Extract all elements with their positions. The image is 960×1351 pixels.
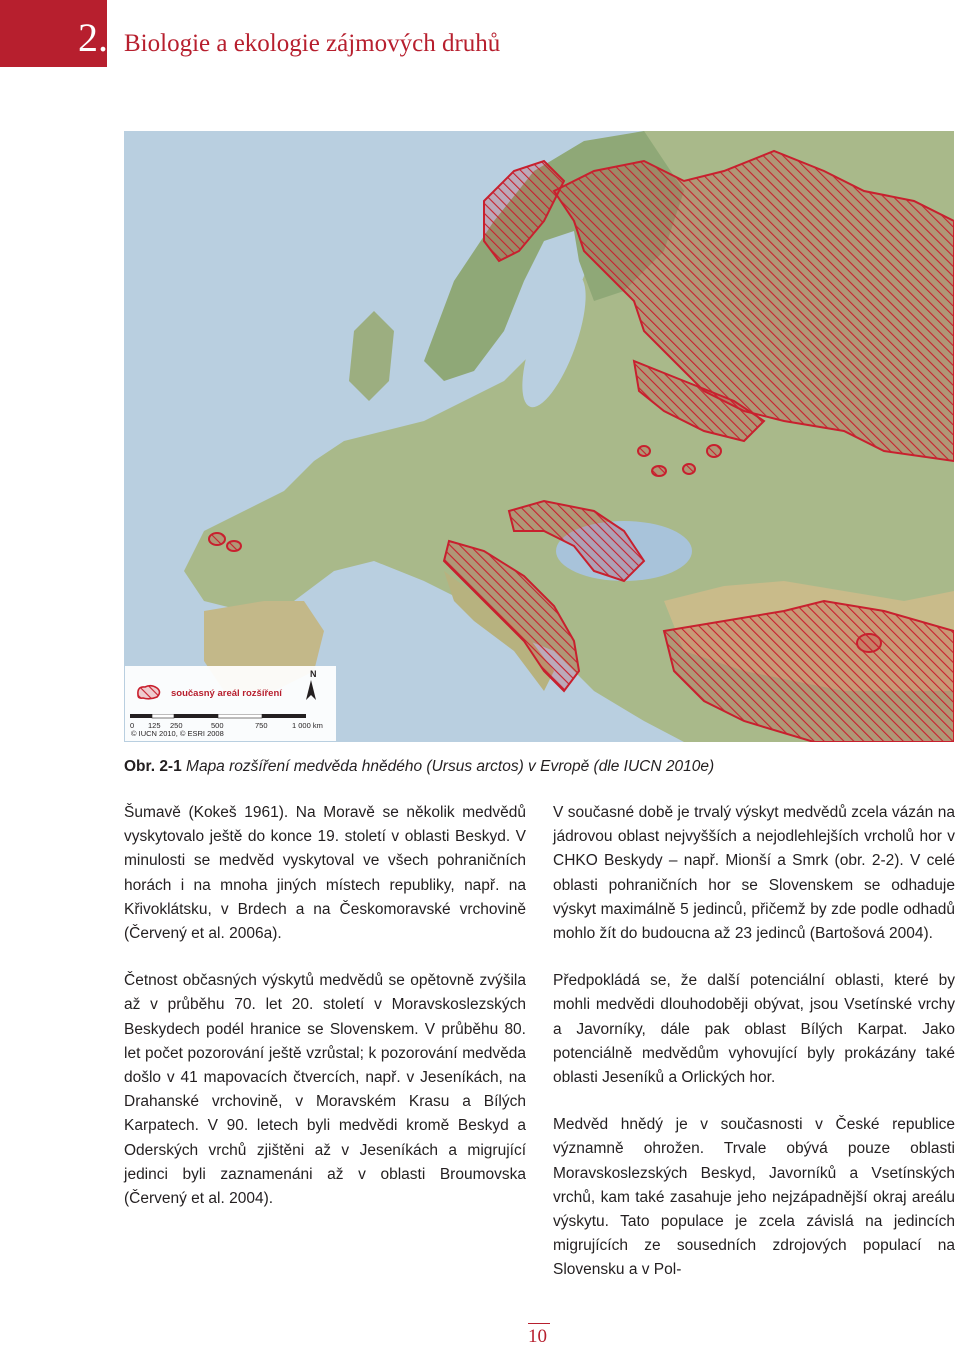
map-credits: © IUCN 2010, © ESRI 2008 bbox=[131, 729, 224, 738]
scale-tick-label: 750 bbox=[255, 721, 268, 730]
scale-tick-label: 250 bbox=[170, 721, 183, 730]
left-column bbox=[124, 801, 526, 1234]
europe-bear-range-map bbox=[124, 131, 954, 742]
caption-number: Obr. 2-1 bbox=[124, 758, 182, 775]
chapter-marker bbox=[0, 0, 107, 67]
map-graphic bbox=[124, 131, 954, 742]
paragraph: Medvěd hnědý je v současnosti v České republice významně ohrožen. Trvale obývá pouze oblasti Moravskoslezských Beskyd, Javorníků a Vsetínských vrchů, kam také zasahuje jeho nejzápadnější okraj areálu výskytu. Tato populace je zcela závislá na jedincích migrujících ze sousedních zdrojových populací na Slovensku a v Pol- bbox=[553, 1116, 955, 1279]
page-number-rule bbox=[528, 1323, 550, 1324]
scale-tick-label: 1 000 km bbox=[292, 721, 323, 730]
map-legend bbox=[125, 666, 336, 741]
legend-label: současný areál rozšíření bbox=[171, 688, 282, 699]
figure-caption bbox=[124, 758, 714, 776]
paragraph: Předpokládá se, že další potenciální oblasti, které by mohli medvědi dlouhodoběji obývat, jsou Vsetínské vrchy a Javorníky, dále pak oblast Bílých Karpat. Jako potenciálně medvědům vyhovující byly prokázány také oblasti Jeseníků a Orlických hor. bbox=[553, 972, 955, 1087]
scale-tick-label: 125 bbox=[148, 721, 161, 730]
page-number: 10 bbox=[528, 1326, 547, 1347]
scale-labels bbox=[128, 714, 328, 730]
paragraph: Šumavě (Kokeš 1961). Na Moravě se několik medvědů vyskytovalo ještě do konce 19. století v oblasti Beskyd. V minulosti se medvěd vyskytoval ve všech pohraničních horách i na mnoha jiných místech republiky, např. na Křivoklátsku, v Brdech a na Českomoravské vrchovině (Červený et al. 2006a). bbox=[124, 804, 526, 943]
chapter-title: Biologie a ekologie zájmových druhů bbox=[124, 30, 501, 57]
caption-text: Mapa rozšíření medvěda hnědého (Ursus arctos) v Evropě (dle IUCN 2010e) bbox=[186, 758, 715, 775]
north-label: N bbox=[310, 669, 317, 679]
legend-swatch-icon bbox=[135, 683, 163, 701]
paragraph: V současné době je trvalý výskyt medvědů zcela vázán na jádrovou oblast nejvyšších a nejodlehlejších vrcholů hor v CHKO Beskydy – např. Mionší a Smrk (obr. 2-2). V celé oblasti pohraničních hor se Slovenskem se odhaduje výskyt maximálně 5 jedinců, přičemž by zde podle odhadů mohlo žít do budoucna až 23 jedinců (Bartošová 2004). bbox=[553, 804, 955, 943]
scale-tick-label: 0 bbox=[130, 721, 135, 730]
right-column bbox=[553, 801, 955, 1306]
paragraph: Četnost občasných výskytů medvědů se opětovně zvýšila až v průběhu 70. let 20. století v Moravskoslezských Beskydech podél hranice se Slovenskem. V průběhu 80. let počet pozorování ještě vzrůstal; k pozorování medvěda došlo v 41 mapovacích čtvercích, např. v Jeseníkách, na Drahanské vrchovině, v Moravském Krasu a Bílých Karpatech. V 90. letech byli medvědi kromě Beskyd a Oderských vrchů zjištěni až v Jeseníkách a migrující jedinci byli zaznamenáni až v oblasti Broumovska (Červený et al. 2004). bbox=[124, 972, 526, 1208]
chapter-number: 2. bbox=[78, 15, 108, 60]
scale-tick-label: 500 bbox=[211, 721, 224, 730]
